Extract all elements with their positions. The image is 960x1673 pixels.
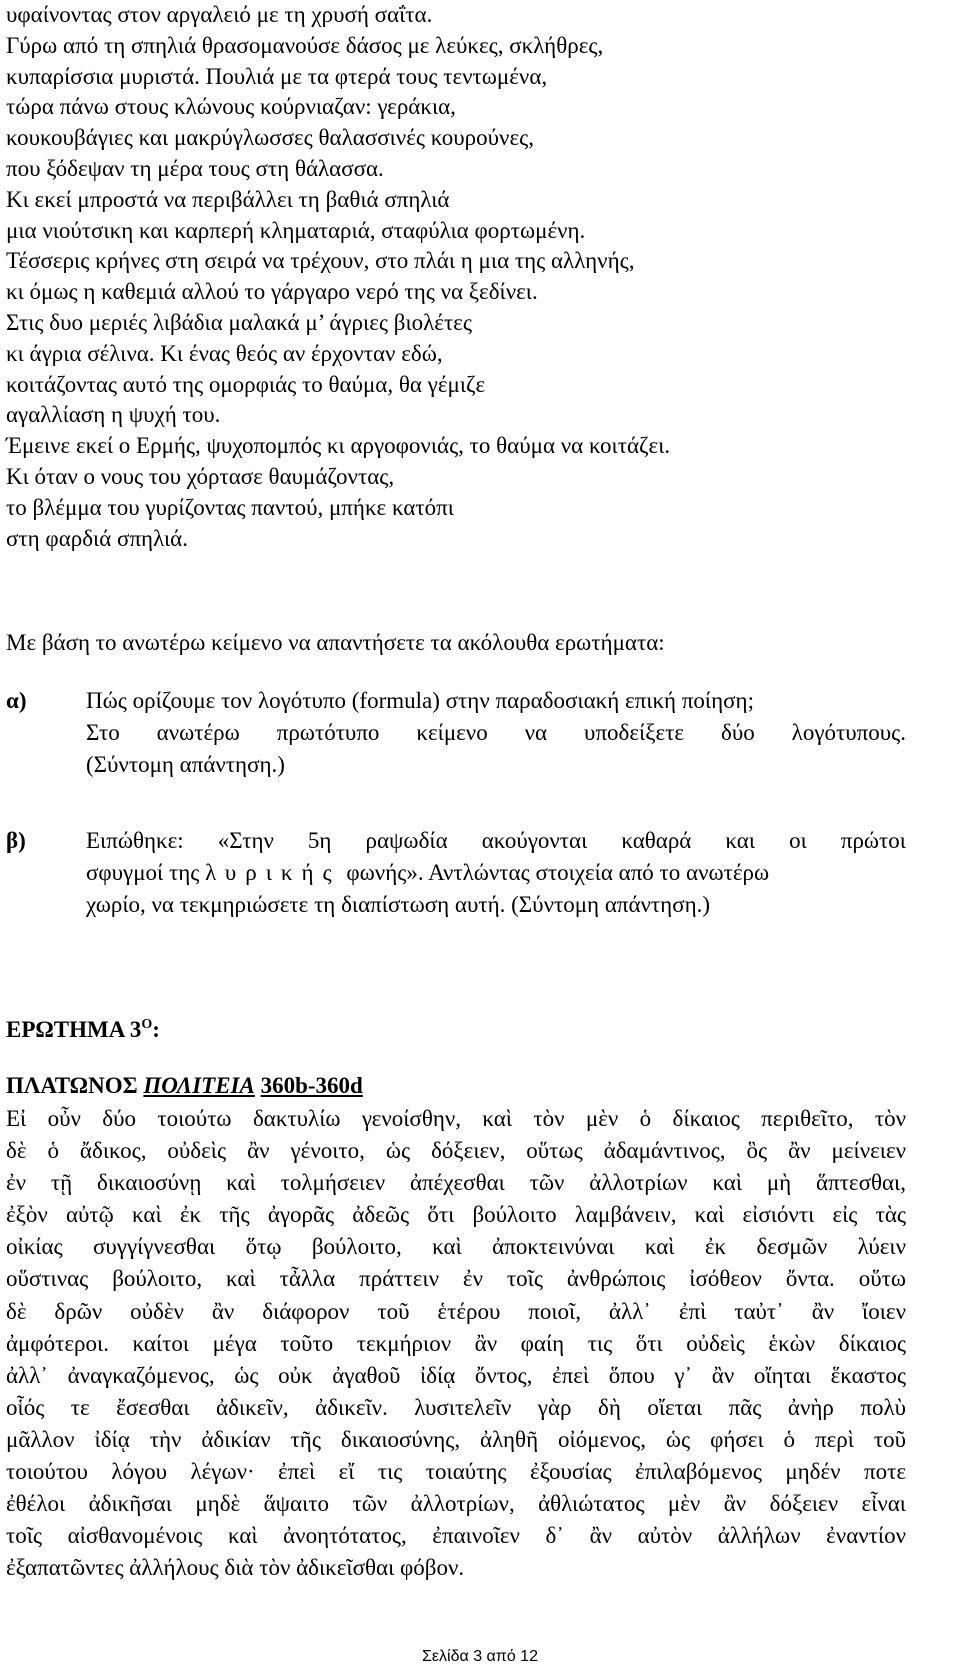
- ancient-greek-passage: [6, 1103, 906, 1584]
- poem-passage: [6, 0, 670, 554]
- question-b-label: β): [6, 828, 26, 853]
- greek-line: ἐν τῇ δικαιοσύνῃ καὶ τολμήσειεν ἀπέχεσθαι τῶν ἀλλοτρίων καὶ μὴ ἅπτεσθαι,: [6, 1170, 906, 1196]
- greek-line: ἀμφότεροι. καίτοι μέγα τοῦτο τεκμήριον ἂν φαίη τις ὅτι οὐδεὶς ἑκὼν δίκαιος: [6, 1330, 906, 1356]
- poem-line: Στις δυο μεριές λιβάδια μαλακά μ’ άγριες βιολέτες: [6, 309, 472, 335]
- poem-line: κι όμως η καθεμιά αλλού το γάργαρο νερό της να ξεδίνει.: [6, 279, 538, 305]
- greek-line: τοιούτου λόγου λέγων· ἐπεὶ εἴ τις τοιαύτης ἐξουσίας ἐπιλαβόμενος μηδέν ποτε: [6, 1459, 906, 1485]
- greek-line: Εἰ οὖν δύο τοιούτω δακτυλίω γενοίσθην, καὶ τὸν μὲν ὁ δίκαιος περιθεῖτο, τὸν: [6, 1106, 906, 1131]
- question-a-line: (Σύντομη απάντηση.): [86, 752, 285, 777]
- question-a-label: α): [6, 688, 27, 713]
- poem-line: τώρα πάνω στους κλώνους κούρνιαζαν: γεράκια,: [6, 94, 456, 120]
- greek-line: δὲ ὁ ἄδικος, οὐδεὶς ἂν γένοιτο, ὡς δόξειεν, οὕτως ἀδαμάντινος, ὃς ἂν μείνειεν: [6, 1138, 906, 1164]
- poem-line: στη φαρδιά σπηλιά.: [6, 525, 188, 551]
- question-b-line: χωρίο, να τεκμηριώσετε τη διαπίστωση αυτή. (Σύντομη απάντηση.): [86, 892, 711, 917]
- greek-line: ἀλλ᾽ ἀναγκαζόμενος, ὡς οὐκ ἀγαθοῦ ἰδίᾳ ὄντος, ἐπεὶ ὅπου γ᾽ ἂν οἴηται ἕκαστος: [6, 1362, 906, 1388]
- poem-line: κυπαρίσσια μυριστά. Πουλιά με τα φτερά τους τεντωμένα,: [6, 63, 548, 89]
- question-b-line: Ειπώθηκε: «Στην 5η ραψωδία ακούγονται καθαρά και οι πρώτοι: [86, 828, 906, 853]
- greek-line: ἐθέλοι ἀδικῆσαι μηδὲ ἅψαιτο τῶν ἀλλοτρίων, ἀθλιώτατος μὲν ἂν δόξειεν εἶναι: [6, 1491, 906, 1517]
- poem-line: αγαλλίαση η ψυχή του.: [6, 402, 221, 428]
- source-work: ΠΟΛΙΤΕΙΑ: [143, 1073, 255, 1098]
- poem-line: που ξόδεψαν τη μέρα τους στη θάλασσα.: [6, 155, 384, 181]
- poem-line: κι άγρια σέλινα. Κι ένας θεός αν έρχονταν εδώ,: [6, 340, 443, 366]
- question-b-text: φωνής». Αντλώντας στοιχεία από το ανωτέρω: [340, 860, 770, 885]
- greek-line: δὲ δρῶν οὐδὲν ἂν διάφορον τοῦ ἑτέρου ποιοῖ, ἀλλ᾽ ἐπὶ ταὐτ᾽ ἂν ἴοιεν: [6, 1298, 906, 1324]
- greek-line: οὕστινας βούλοιτο, καὶ τἆλλα πράττειν ἐν τοῖς ἀνθρώποις ἰσόθεον ὄντα. οὕτω: [6, 1266, 906, 1292]
- poem-line: το βλέμμα του γυρίζοντας παντού, μπήκε κατόπι: [6, 494, 454, 520]
- greek-line: οἰκίας συγγίγνεσθαι ὅτῳ βούλοιτο, καὶ ἀποκτεινύναι καὶ ἐκ δεσμῶν λύειν: [6, 1234, 906, 1260]
- question-a-body: [86, 685, 906, 781]
- source-author: ΠΛΑΤΩΝΟΣ: [6, 1073, 138, 1098]
- greek-line: ἐξὸν αὐτῷ καὶ ἐκ τῆς ἀγορᾶς ἀδεῶς ὅτι βούλοιτο λαμβάνειν, καὶ εἰσιόντι εἰς τὰς: [6, 1202, 906, 1228]
- poem-line: Έμεινε εκεί ο Ερμής, ψυχοπομπός κι αργοφονιάς, το θαύμα να κοιτάζει.: [6, 433, 671, 459]
- question-b-line: [86, 857, 906, 889]
- poem-line: κουκουβάγιες και μακρύγλωσσες θαλασσινές κουρούνες,: [6, 125, 534, 151]
- heading-superscript: Ο: [141, 1017, 153, 1032]
- page-footer: Σελίδα 3 από 12: [422, 1648, 538, 1665]
- source-reference: 360b-360d: [260, 1073, 363, 1098]
- question-b-text: σφυγμοί της: [86, 860, 206, 885]
- poem-line: Τέσσερις κρήνες στη σειρά να τρέχουν, στο πλάι η μια της αλληνής,: [6, 248, 635, 274]
- source-title: [6, 1073, 363, 1099]
- poem-line: μια νιούτσικη και καρπερή κληματαριά, σταφύλια φορτωμένη.: [6, 217, 586, 243]
- question-b-body: [86, 825, 906, 921]
- question-3-heading: [6, 1017, 160, 1043]
- greek-line: οἷός τε ἔσεσθαι ἀδικεῖν, ἀδικεῖν. λυσιτελεῖν γὰρ δὴ οἴεται πᾶς ἀνὴρ πολὺ: [6, 1394, 906, 1420]
- poem-line: Γύρω από τη σπηλιά θρασομανούσε δάσος με λεύκες, σκλήθρες,: [6, 32, 604, 58]
- greek-line: ἐξαπατῶντες ἀλλήλους διὰ τὸν ἀδικεῖσθαι φόβον.: [6, 1555, 465, 1581]
- greek-line: μᾶλλον ἰδίᾳ τὴν ἀδικίαν τῆς δικαιοσύνης, ἀληθῆ οἰόμενος, ὡς φήσει ὁ περὶ τοῦ: [6, 1426, 906, 1452]
- heading-suffix: :: [152, 1017, 160, 1042]
- question-a-line: Πώς ορίζουμε τον λογότυπο (formula) στην παραδοσιακή επική ποίηση;: [86, 688, 754, 713]
- poem-line: υφαίνοντας στον αργαλειό με τη χρυσή σαΐτα.: [6, 2, 433, 27]
- poem-line: Κι εκεί μπροστά να περιβάλλει τη βαθιά σπηλιά: [6, 186, 450, 212]
- poem-line: κοιτάζοντας αυτό της ομορφιάς το θαύμα, θα γέμιζε: [6, 371, 486, 397]
- question-a-line: Στο ανωτέρω πρωτότυπο κείμενο να υποδείξετε δύο λογότυπους.: [86, 720, 906, 745]
- instructions-text: Με βάση το ανωτέρω κείμενο να απαντήσετε τα ακόλουθα ερωτήματα:: [6, 630, 665, 655]
- heading-text: ΕΡΩΤΗΜΑ 3: [6, 1017, 142, 1042]
- poem-line: Κι όταν ο νους του χόρτασε θαυμάζοντας,: [6, 463, 395, 489]
- greek-line: τοῖς αἰσθανομένοις καὶ ἀνοητότατος, ἐπαινοῖεν δ᾽ ἂν αὐτὸν ἀλλήλων ἐναντίον: [6, 1523, 906, 1549]
- spaced-word: λυρικής: [205, 860, 341, 885]
